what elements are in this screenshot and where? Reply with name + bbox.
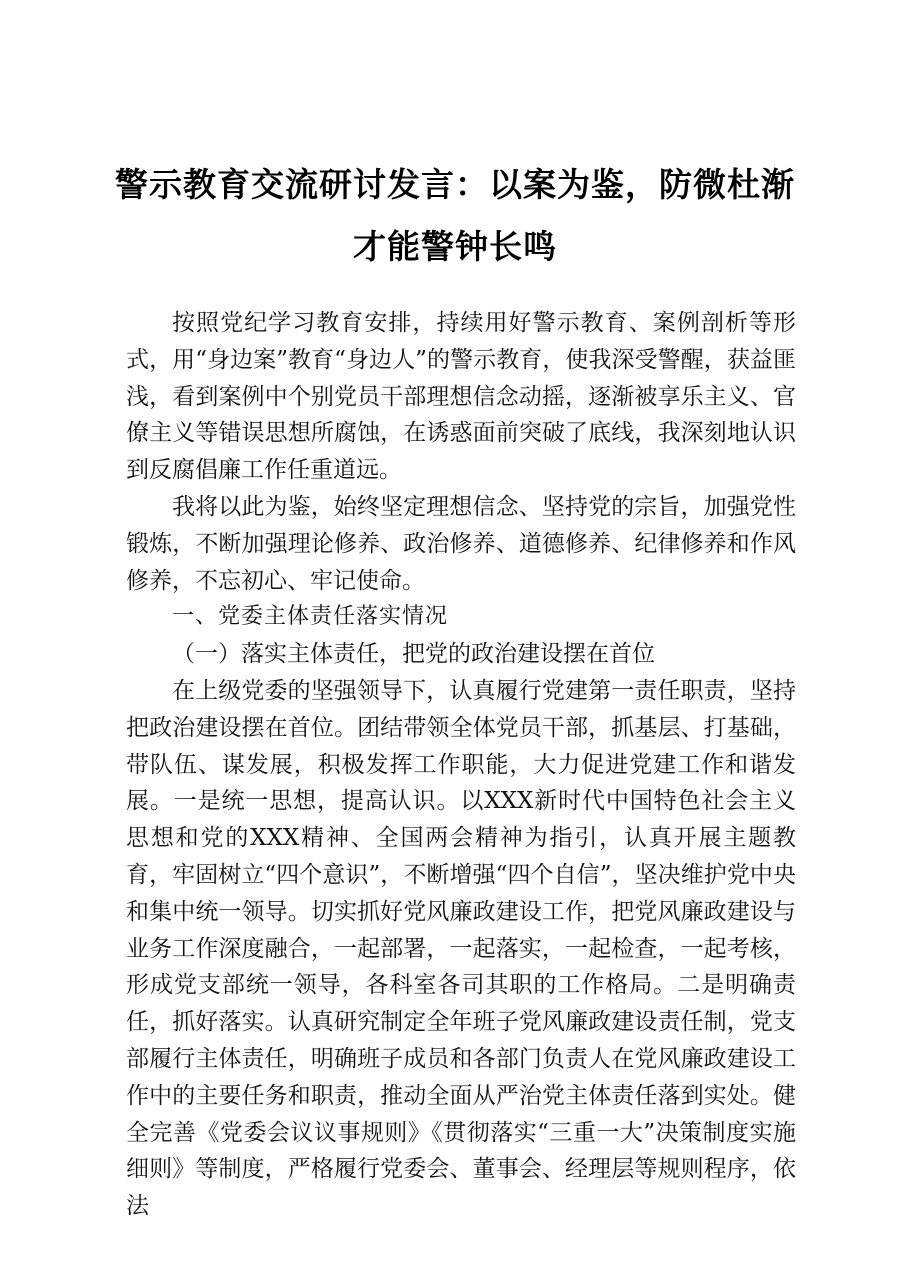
intro-paragraph-1: 按照党纪学习教育安排，持续用好警示教育、案例剖析等形式，用“身边案”教育“身边人”的警示教育，使我深受警醒，获益匪浅，看到案例中个别党员干部理想信念动摇，逐渐被享乐主义、官僚主义等错误思想所腐蚀，在诱惑面前突破了底线，我深刻地认识到反腐倡廉工作任重道远。 xyxy=(126,310,796,484)
document-title-line-1: 警示教育交流研讨发言：以案为鉴，防微杜渐 xyxy=(115,165,795,204)
section-heading: 一、党委主体责任落实情况 xyxy=(172,604,449,630)
section-paragraph: 在上级党委的坚强领导下，认真履行党建第一责任职责，坚持把政治建设摆在首位。团结带领全体党员干部，抓基层、打基础，带队伍、谋发展，积极发挥工作职能，大力促进党建工作和谐发展。一是统一思想，提高认识。以XXX新时代中国特色社会主义思想和党的XXX精神、全国两会精神为指引，认真开展主题教育，牢固树立“四个意识”，不断增强“四个自信”，坚决维护党中央和集中统一领导。切实抓好党风廉政建设工作，把党风廉政建设与业务工作深度融合，一起部署，一起落实，一起检查，一起考核，形成党支部统一领导，各科室各司其职的工作格局。二是明确责任，抓好落实。认真研究制定全年班子党风廉政建设责任制，党支部履行主体责任，明确班子成员和各部门负责人在党风廉政建设工作中的主要任务和职责，推动全面从严治党主体责任落到实处。健全完善《党委会议议事规则》《贯彻落实“三重一大”决策制度实施细则》等制度，严格履行党委会、董事会、经理层等规则程序，依法 xyxy=(126,677,796,1220)
subsection-heading: （一）落实主体责任，把党的政治建设摆在首位 xyxy=(172,641,655,668)
document-title-line-2: 才能警钟长鸣 xyxy=(353,227,557,266)
document-body xyxy=(126,305,796,1225)
intro-paragraph-2: 我将以此为鉴，始终坚定理想信念、坚持党的宗旨，加强党性锻炼，不断加强理论修养、政治修养、道德修养、纪律修养和作风修养，不忘初心、牢记使命。 xyxy=(126,493,796,594)
